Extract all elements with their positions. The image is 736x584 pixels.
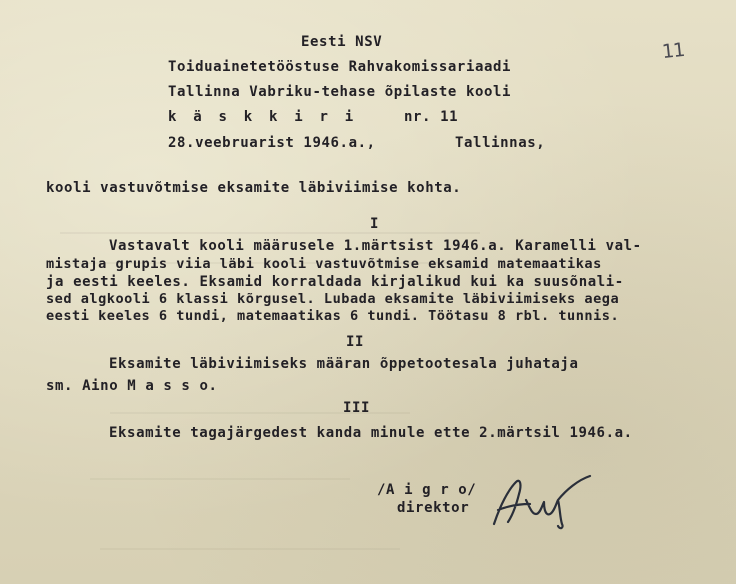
section-numeral: III [343, 400, 371, 416]
section-text-line: Vastavalt kooli määrusele 1.märtsist 1946.a. Karamelli val- [109, 238, 642, 254]
section-text-line: mistaja grupis viia läbi kooli vastuvõtmise eksamid matemaatikas [46, 256, 602, 272]
section-text-line: sm. Aino M a s s o. [46, 378, 218, 394]
section-numeral: I [370, 216, 380, 232]
section-numeral: II [346, 334, 365, 350]
bleed-through-line [90, 478, 350, 480]
section-text-line: Eksamite läbiviimiseks määran õppetootesala juhataja [109, 356, 579, 372]
bleed-through-line [60, 232, 480, 234]
handwritten-signature [486, 470, 596, 532]
section-text-line: eesti keeles 6 tundi, matemaatikas 6 tundi. Töötasu 8 rbl. tunnis. [46, 308, 620, 324]
document-date: 28.veebruarist 1946.a., [168, 135, 376, 151]
header-line-2: Toiduainetetööstuse Rahvakomissariaadi [168, 59, 512, 75]
section-text-line: sed algkooli 6 klassi kõrgusel. Lubada eksamite läbiviimiseks aega [46, 291, 620, 307]
document-title: k ä s k k i r i [168, 109, 358, 125]
signatory-title: direktor [397, 500, 470, 516]
section-text-line: ja eesti keeles. Eksamid korraldada kirjalikud kui ka suusõnali- [46, 274, 624, 290]
document-place: Tallinnas, [455, 135, 546, 151]
section-text-line: Eksamite tagajärgedest kanda minule ette 2.märtsil 1946.a. [109, 425, 633, 441]
header-line-3: Tallinna Vabriku-tehase õpilaste kooli [168, 84, 512, 100]
document-number: nr. 11 [404, 109, 459, 125]
bleed-through-line [100, 548, 400, 550]
header-line-1: Eesti NSV [301, 34, 383, 50]
signatory-name: /A i g r o/ [377, 482, 477, 498]
page-number: 11 [660, 38, 686, 64]
document-subject: kooli vastuvõtmise eksamite läbiviimise kohta. [46, 180, 462, 196]
